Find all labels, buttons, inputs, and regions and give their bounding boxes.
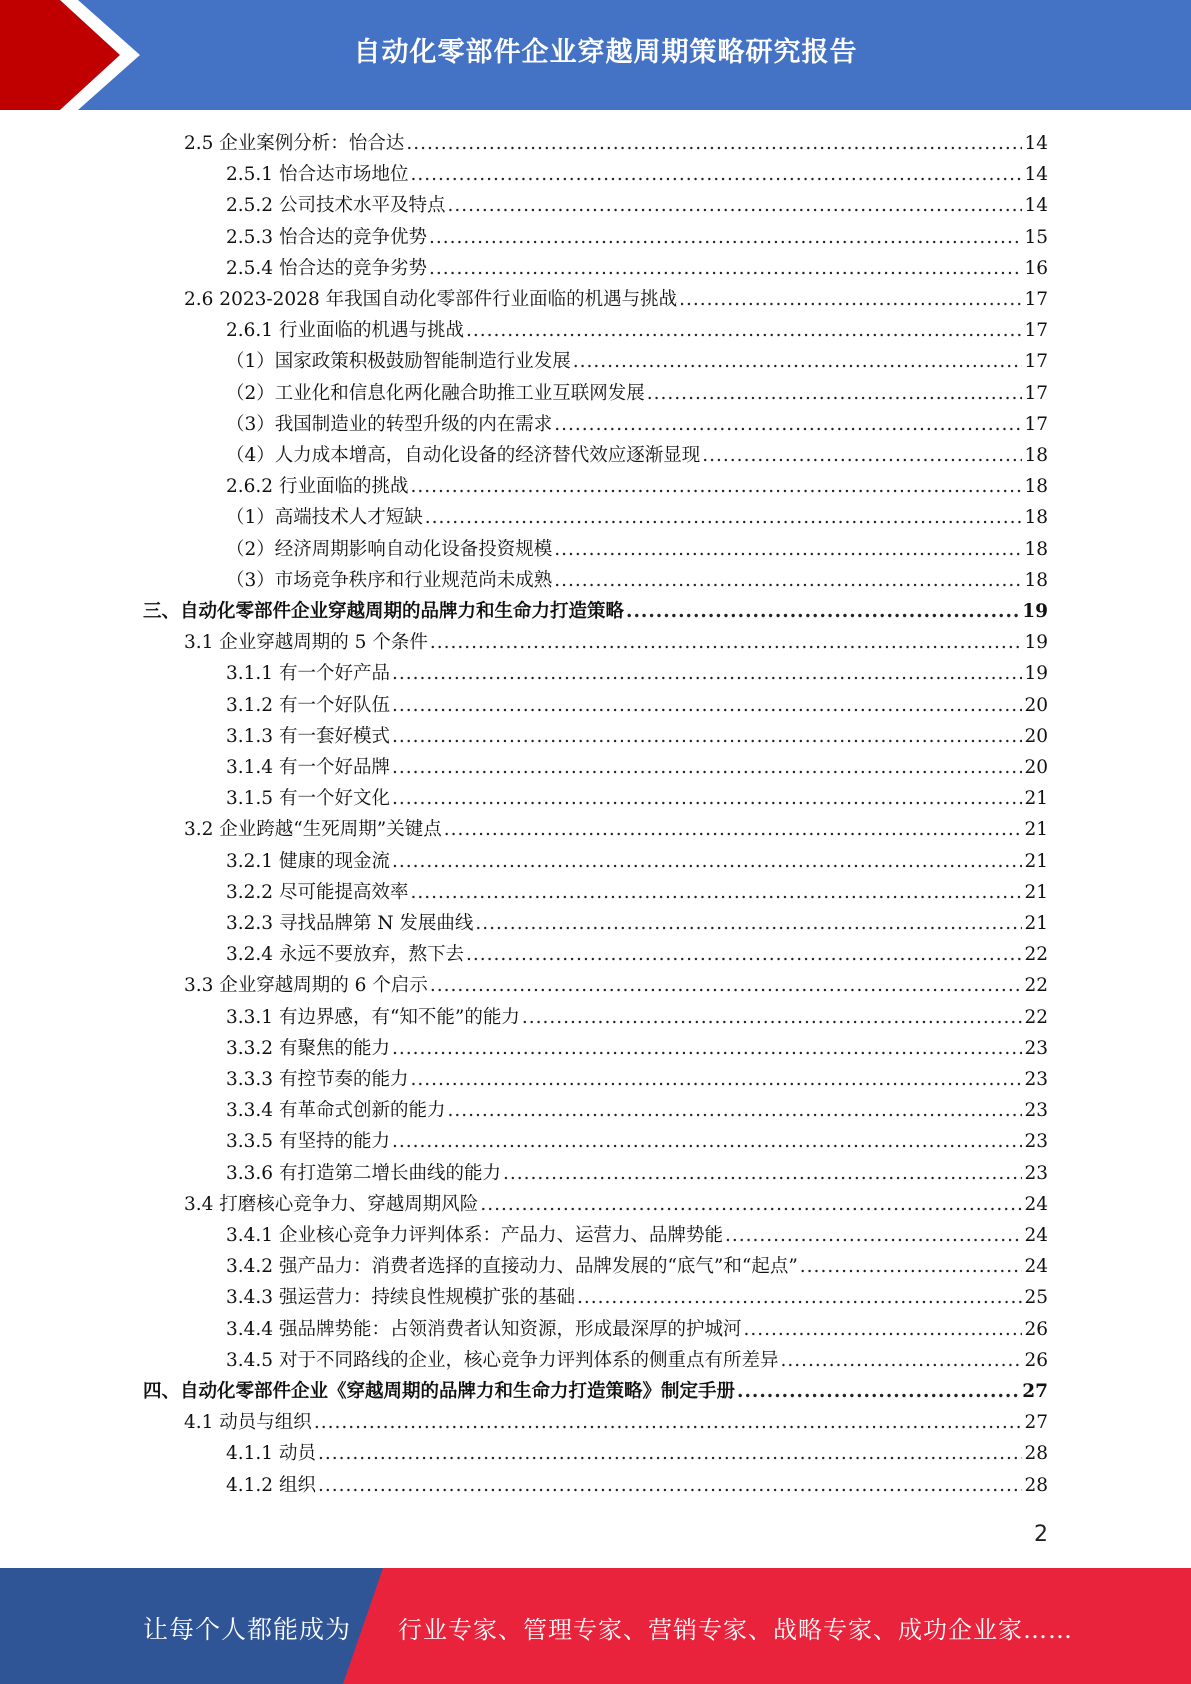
page-number: 2	[1034, 1522, 1048, 1547]
toc-entry-label: 3.4.3 强运营力：持续良性规模扩张的基础	[226, 1287, 575, 1308]
toc-entry-page: 24	[1024, 1225, 1048, 1246]
toc-entry-label: 四、自动化零部件企业《穿越周期的品牌力和生命力打造策略》制定手册	[143, 1381, 736, 1402]
toc-entry[interactable]	[226, 658, 1048, 689]
toc-dot-leader	[737, 1376, 1020, 1407]
toc-entry-page: 15	[1024, 227, 1048, 248]
toc-entry-label: 3.3.6 有打造第二增长曲线的能力	[226, 1163, 501, 1184]
page-footer	[0, 1568, 1191, 1684]
toc-entry-label: （3）我国制造业的转型升级的内在需求	[226, 414, 553, 435]
toc-entry-label: 3.2.2 尽可能提高效率	[226, 882, 409, 903]
toc-chapter-entry[interactable]	[143, 1376, 1048, 1407]
toc-entry-page: 26	[1024, 1350, 1048, 1371]
toc-entry-page: 22	[1024, 944, 1048, 965]
toc-entry[interactable]	[226, 846, 1048, 877]
toc-entry-label: 2.5.1 怡合达市场地位	[226, 164, 409, 185]
toc-dot-leader	[410, 1064, 1022, 1095]
toc-entry-page: 23	[1024, 1100, 1048, 1121]
toc-dot-leader	[679, 284, 1022, 315]
toc-entry[interactable]	[226, 1033, 1048, 1064]
toc-entry-label: 2.5.2 公司技术水平及特点	[226, 195, 446, 216]
toc-entry[interactable]	[226, 1064, 1048, 1095]
toc-entry-page: 27	[1024, 1412, 1048, 1433]
toc-entry[interactable]	[226, 222, 1048, 253]
toc-entry-page: 25	[1024, 1287, 1048, 1308]
toc-entry-label: （3）市场竞争秩序和行业规范尚未成熟	[226, 570, 553, 591]
toc-entry-label: （2）经济周期影响自动化设备投资规模	[226, 539, 553, 560]
toc-entry-label: 3.4.4 强品牌势能：占领消费者认知资源，形成最深厚的护城河	[226, 1319, 742, 1340]
toc-dot-leader	[466, 939, 1022, 970]
toc-entry-page: 26	[1024, 1319, 1048, 1340]
toc-entry[interactable]	[226, 1126, 1048, 1157]
toc-entry[interactable]	[226, 1314, 1048, 1345]
toc-dot-leader	[392, 690, 1022, 721]
toc-entry[interactable]	[226, 752, 1048, 783]
toc-entry-page: 24	[1024, 1256, 1048, 1277]
toc-entry[interactable]	[184, 814, 1048, 845]
toc-entry-label: （4）人力成本增高，自动化设备的经济替代效应逐渐显现	[226, 445, 701, 466]
toc-dot-leader	[702, 440, 1022, 471]
toc-entry-label: 2.6 2023-2028 年我国自动化零部件行业面临的机遇与挑战	[184, 289, 678, 310]
toc-dot-leader	[392, 846, 1022, 877]
toc-entry-page: 20	[1024, 695, 1048, 716]
toc-dot-leader	[392, 721, 1022, 752]
toc-entry[interactable]	[226, 877, 1048, 908]
toc-entry[interactable]	[226, 1251, 1048, 1282]
toc-entry-label: （1）国家政策积极鼓励智能制造行业发展	[226, 351, 571, 372]
toc-dot-leader	[429, 222, 1022, 253]
toc-entry-label: （2）工业化和信息化两化融合助推工业互联网发展	[226, 383, 645, 404]
toc-entry-label: 2.5 企业案例分析：怡合达	[184, 133, 405, 154]
page-header	[0, 0, 1191, 110]
toc-entry[interactable]	[226, 721, 1048, 752]
toc-dot-leader	[392, 783, 1022, 814]
toc-dot-leader	[800, 1251, 1023, 1282]
toc-entry[interactable]	[184, 1407, 1048, 1438]
footer-slogan-right: 行业专家、管理专家、营销专家、战略专家、成功企业家……	[398, 1616, 1073, 1644]
toc-entry-page: 20	[1024, 726, 1048, 747]
toc-entry[interactable]	[226, 315, 1048, 346]
toc-entry-page: 18	[1024, 570, 1048, 591]
toc-entry-page: 28	[1024, 1443, 1048, 1464]
toc-dot-leader	[430, 627, 1023, 658]
toc-entry-label: 4.1.2 组织	[226, 1475, 316, 1496]
footer-slogan-left: 让每个人都能成为	[143, 1615, 352, 1644]
toc-entry[interactable]	[226, 565, 1048, 596]
document-title: 自动化零部件企业穿越周期策略研究报告	[353, 37, 858, 68]
toc-entry-label: 3.3.1 有边界感，有“知不能”的能力	[226, 1007, 520, 1028]
toc-entry-label: 3.3.4 有革命式创新的能力	[226, 1100, 446, 1121]
toc-entry[interactable]	[226, 346, 1048, 377]
toc-entry-page: 22	[1024, 1007, 1048, 1028]
toc-entry[interactable]	[226, 1438, 1048, 1469]
toc-entry-label: 3.4.5 对于不同路线的企业，核心竞争力评判体系的侧重点有所差异	[226, 1350, 779, 1371]
toc-entry-label: 3.3.2 有聚焦的能力	[226, 1038, 390, 1059]
toc-entry[interactable]	[226, 190, 1048, 221]
toc-entry-label: 3.1.5 有一个好文化	[226, 788, 390, 809]
toc-entry[interactable]	[226, 939, 1048, 970]
toc-dot-leader	[392, 658, 1022, 689]
toc-entry-label: 4.1.1 动员	[226, 1443, 316, 1464]
toc-entry-page: 24	[1024, 1194, 1048, 1215]
toc-entry-label: 3.2.4 永远不要放弃，熬下去	[226, 944, 464, 965]
toc-dot-leader	[425, 502, 1023, 533]
toc-dot-leader	[430, 970, 1023, 1001]
toc-entry[interactable]	[226, 159, 1048, 190]
toc-entry[interactable]	[226, 1158, 1048, 1189]
toc-dot-leader	[406, 128, 1022, 159]
toc-entry-label: 2.5.4 怡合达的竞争劣势	[226, 258, 427, 279]
toc-entry-page: 28	[1024, 1475, 1048, 1496]
toc-entry-label: 3.4 打磨核心竞争力、穿越周期风险	[184, 1194, 479, 1215]
toc-entry-page: 21	[1024, 851, 1048, 872]
toc-dot-leader	[410, 877, 1022, 908]
toc-dot-leader	[573, 346, 1023, 377]
toc-dot-leader	[392, 1126, 1022, 1157]
toc-entry-page: 17	[1024, 320, 1048, 341]
toc-entry[interactable]	[226, 908, 1048, 939]
toc-entry-page: 18	[1024, 476, 1048, 497]
toc-entry[interactable]	[226, 690, 1048, 721]
toc-dot-leader	[554, 409, 1022, 440]
toc-entry[interactable]	[226, 1470, 1048, 1501]
toc-entry-page: 23	[1024, 1131, 1048, 1152]
toc-entry-page: 20	[1024, 757, 1048, 778]
toc-chapter-entry[interactable]	[143, 596, 1048, 627]
toc-entry-page: 23	[1024, 1069, 1048, 1090]
toc-dot-leader	[318, 1470, 1023, 1501]
toc-dot-leader	[647, 378, 1023, 409]
toc-dot-leader	[577, 1282, 1022, 1313]
toc-entry[interactable]	[226, 534, 1048, 565]
toc-entry-label: 3.3 企业穿越周期的 6 个启示	[184, 975, 428, 996]
toc-dot-leader	[743, 1314, 1022, 1345]
toc-dot-leader	[554, 534, 1022, 565]
toc-entry-page: 14	[1024, 195, 1048, 216]
toc-entry[interactable]	[226, 378, 1048, 409]
toc-entry-page: 14	[1024, 133, 1048, 154]
toc-entry-label: 2.6.1 行业面临的机遇与挑战	[226, 320, 464, 341]
toc-entry-page: 18	[1024, 539, 1048, 560]
toc-entry-label: 3.2.3 寻找品牌第 N 发展曲线	[226, 913, 474, 934]
toc-entry[interactable]	[226, 253, 1048, 284]
toc-dot-leader	[522, 1002, 1023, 1033]
toc-dot-leader	[447, 1095, 1022, 1126]
toc-entry-label: 3.1.2 有一个好队伍	[226, 695, 390, 716]
toc-entry-label: 3.3.3 有控节奏的能力	[226, 1069, 409, 1090]
toc-entry-label: 3.1.3 有一套好模式	[226, 726, 390, 747]
toc-entry[interactable]	[226, 1002, 1048, 1033]
toc-entry-label: 3.1.1 有一个好产品	[226, 663, 390, 684]
toc-entry-label: 3.1.4 有一个好品牌	[226, 757, 390, 778]
toc-entry-page: 14	[1024, 164, 1048, 185]
toc-dot-leader	[447, 190, 1022, 221]
toc-entry[interactable]	[184, 970, 1048, 1001]
toc-entry-page: 22	[1024, 975, 1048, 996]
toc-entry-page: 19	[1024, 663, 1048, 684]
toc-entry-page: 18	[1024, 445, 1048, 466]
toc-entry-page: 23	[1024, 1163, 1048, 1184]
toc-dot-leader	[392, 1033, 1022, 1064]
toc-entry-page: 17	[1024, 289, 1048, 310]
toc-entry[interactable]	[184, 627, 1048, 658]
toc-entry[interactable]	[184, 1189, 1048, 1220]
toc-entry[interactable]	[226, 409, 1048, 440]
toc-entry[interactable]	[226, 471, 1048, 502]
toc-dot-leader	[466, 315, 1022, 346]
toc-dot-leader	[725, 1220, 1022, 1251]
toc-entry-label: 3.1 企业穿越周期的 5 个条件	[184, 632, 428, 653]
toc-entry-page: 21	[1024, 882, 1048, 903]
toc-entry[interactable]	[226, 1220, 1048, 1251]
toc-entry-page: 19	[1022, 601, 1048, 622]
toc-entry-page: 17	[1024, 383, 1048, 404]
toc-entry-page: 17	[1024, 351, 1048, 372]
toc-dot-leader	[626, 596, 1020, 627]
toc-entry-label: 4.1 动员与组织	[184, 1412, 312, 1433]
toc-entry-page: 23	[1024, 1038, 1048, 1059]
toc-entry-page: 21	[1024, 913, 1048, 934]
toc-entry-page: 21	[1024, 788, 1048, 809]
toc-entry-label: （1）高端技术人才短缺	[226, 507, 423, 528]
toc-dot-leader	[318, 1438, 1023, 1469]
toc-entry-page: 21	[1024, 819, 1048, 840]
toc-entry[interactable]	[226, 783, 1048, 814]
toc-dot-leader	[554, 565, 1022, 596]
toc-dot-leader	[480, 1189, 1022, 1220]
toc-entry-label: 2.5.3 怡合达的竞争优势	[226, 227, 427, 248]
toc-dot-leader	[429, 253, 1022, 284]
toc-entry-label: 2.6.2 行业面临的挑战	[226, 476, 409, 497]
toc-entry-page: 27	[1022, 1381, 1048, 1402]
toc-entry-label: 3.4.1 企业核心竞争力评判体系：产品力、运营力、品牌势能	[226, 1225, 723, 1246]
toc-entry-page: 17	[1024, 414, 1048, 435]
toc-entry[interactable]	[226, 440, 1048, 471]
toc-dot-leader	[410, 471, 1022, 502]
toc-entry[interactable]	[226, 1282, 1048, 1313]
toc-entry-label: 三、自动化零部件企业穿越周期的品牌力和生命力打造策略	[143, 601, 625, 622]
toc-dot-leader	[475, 908, 1022, 939]
toc-dot-leader	[780, 1345, 1022, 1376]
toc-entry-label: 3.2 企业跨越“生死周期”关键点	[184, 819, 442, 840]
toc-entry[interactable]	[184, 284, 1048, 315]
toc-entry[interactable]	[226, 502, 1048, 533]
toc-entry-label: 3.4.2 强产品力：消费者选择的直接动力、品牌发展的“底气”和“起点”	[226, 1256, 798, 1277]
toc-dot-leader	[392, 752, 1022, 783]
toc-entry-label: 3.2.1 健康的现金流	[226, 851, 390, 872]
toc-entry[interactable]	[184, 128, 1048, 159]
toc-entry-label: 3.3.5 有坚持的能力	[226, 1131, 390, 1152]
toc-entry-page: 18	[1024, 507, 1048, 528]
toc-entry-page: 19	[1024, 632, 1048, 653]
toc-entry-page: 16	[1024, 258, 1048, 279]
toc-dot-leader	[503, 1158, 1022, 1189]
toc-dot-leader	[410, 159, 1022, 190]
toc-dot-leader	[314, 1407, 1023, 1438]
toc-entry[interactable]	[226, 1345, 1048, 1376]
toc-entry[interactable]	[226, 1095, 1048, 1126]
toc-dot-leader	[444, 814, 1023, 845]
